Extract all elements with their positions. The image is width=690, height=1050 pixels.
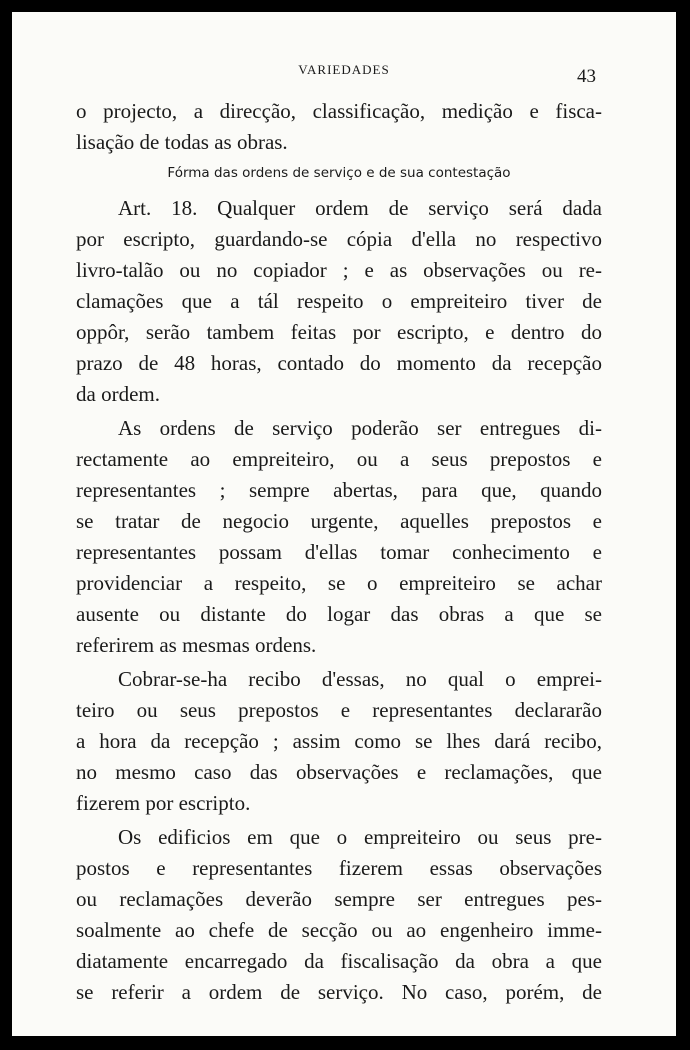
text-line: o projecto, a direcção, classificação, medição e fisca-	[76, 99, 602, 123]
text-line: As ordens de serviço poderão ser entregues di-	[118, 416, 602, 440]
page-number: 43	[577, 66, 596, 87]
text-line: por escripto, guardando-se cópia d'ella no respectivo	[76, 227, 602, 251]
text-line: no mesmo caso das observações e reclamações, que	[76, 760, 602, 784]
text-line: Cobrar-se-ha recibo d'essas, no qual o emprei-	[118, 667, 602, 691]
text-line: referirem as mesmas ordens.	[76, 633, 317, 657]
continued-paragraph	[76, 96, 602, 158]
text-line: livro-talão ou no copiador ; e as observações ou re-	[76, 258, 602, 282]
text-line: teiro ou seus prepostos e representantes declararão	[76, 698, 602, 722]
text-line: providenciar a respeito, se o empreiteiro se achar	[76, 571, 602, 595]
paragraph-edificios	[76, 822, 602, 1008]
text-line: lisação de todas as obras.	[76, 130, 288, 154]
text-line: fizerem por escripto.	[76, 791, 251, 815]
text-line: diatamente encarregado da fiscalisação da obra a que	[76, 949, 602, 973]
text-line: se tratar de negocio urgente, aquelles prepostos e	[76, 509, 602, 533]
text-line: representantes possam d'ellas tomar conhecimento e	[76, 540, 602, 564]
section-heading: Fórma das ordens de serviço e de sua contestação	[167, 165, 511, 181]
text-line: ausente ou distante do logar das obras a que se	[76, 602, 602, 626]
text-line: da ordem.	[76, 382, 160, 406]
text-line: a hora da recepção ; assim como se lhes dará recibo,	[76, 729, 602, 753]
body-text	[76, 96, 602, 1011]
book-page	[12, 12, 676, 1036]
text-line: rectamente ao empreiteiro, ou a seus prepostos e	[76, 447, 602, 471]
text-line: clamações que a tál respeito o empreiteiro tiver de	[76, 289, 602, 313]
text-line: prazo de 48 horas, contado do momento da recepção	[76, 351, 602, 375]
running-head-title: VARIEDADES	[298, 62, 390, 77]
text-line: oppôr, serão tambem feitas por escripto, e dentro do	[76, 320, 602, 344]
text-line: Art. 18. Qualquer ordem de serviço será dada	[118, 196, 602, 220]
text-line: se referir a ordem de serviço. No caso, porém, de	[76, 980, 602, 1004]
paragraph-art-18	[76, 193, 602, 410]
text-line: soalmente ao chefe de secção ou ao engenheiro imme-	[76, 918, 602, 942]
paragraph-ordens	[76, 413, 602, 661]
text-line: representantes ; sempre abertas, para que, quando	[76, 478, 602, 502]
text-line: postos e representantes fizerem essas observações	[76, 856, 602, 880]
paragraph-recibo	[76, 664, 602, 819]
text-line: Os edificios em que o empreiteiro ou seus pre-	[118, 825, 602, 849]
text-line: ou reclamações deverão sempre ser entregues pes-	[76, 887, 602, 911]
